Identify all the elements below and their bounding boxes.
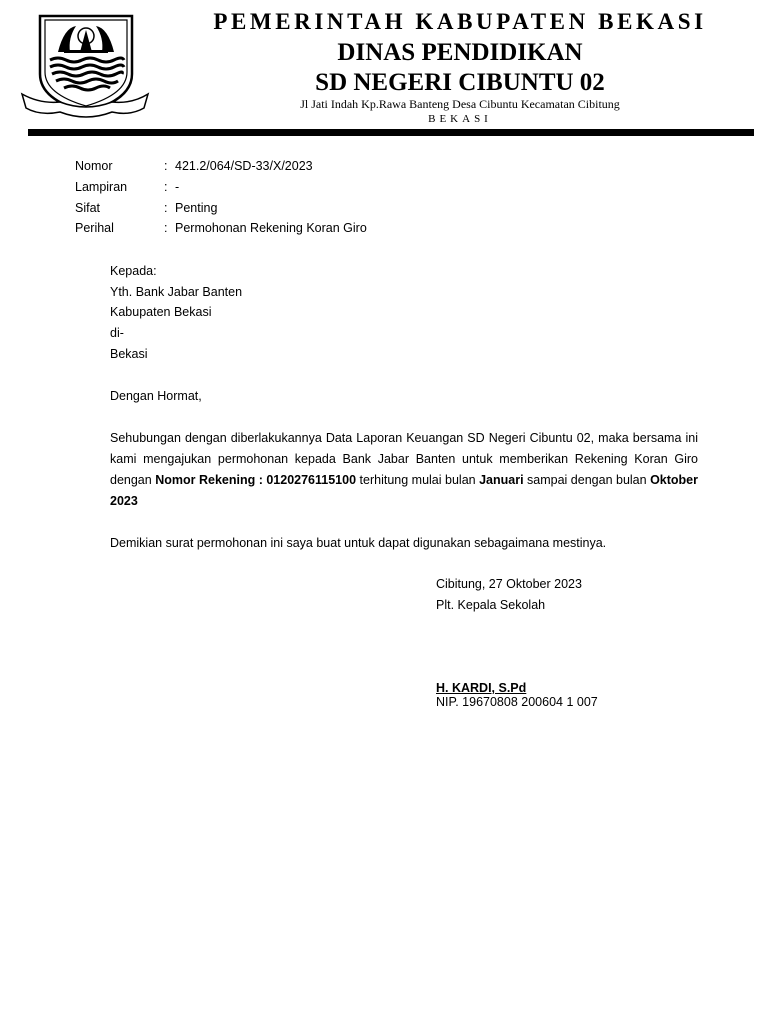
- letterhead-government: PEMERINTAH KABUPATEN BEKASI: [213, 9, 707, 34]
- meta-colon: :: [164, 221, 168, 235]
- meta-colon: :: [164, 201, 168, 215]
- recipient-line: Kabupaten Bekasi: [110, 305, 212, 319]
- closing-paragraph: Demikian surat permohonan ini saya buat untuk dapat digunakan sebagaimana mestinya.: [110, 536, 607, 550]
- meta-value-nomor: 421.2/064/SD-33/X/2023: [175, 159, 313, 173]
- meta-label-lampiran: Lampiran: [75, 180, 128, 194]
- meta-label-perihal: Perihal: [75, 221, 114, 235]
- place-date: Cibitung, 27 Oktober 2023: [436, 577, 582, 591]
- meta-colon: :: [164, 180, 168, 194]
- meta-value-lampiran: -: [175, 180, 180, 194]
- letterhead-divider: [28, 129, 754, 136]
- meta-label-sifat: Sifat: [75, 201, 101, 215]
- start-month: Januari: [479, 473, 524, 487]
- meta-colon: :: [164, 159, 168, 173]
- signer-nip: NIP. 19670808 200604 1 007: [436, 695, 598, 709]
- letterhead-address: Jl Jati Indah Kp.Rawa Banteng Desa Cibuntu Kecamatan Cibitung: [300, 97, 620, 111]
- letterhead-city: BEKASI: [428, 113, 492, 125]
- letterhead-department: DINAS PENDIDIKAN: [337, 39, 583, 66]
- recipient-intro: Kepada:: [110, 264, 157, 278]
- recipient-line: Yth. Bank Jabar Banten: [110, 285, 243, 299]
- signer-name: H. KARDI, S.Pd: [436, 681, 527, 695]
- letterhead-school: SD NEGERI CIBUNTU 02: [315, 69, 605, 96]
- account-number: Nomor Rekening : 0120276115100: [155, 473, 357, 487]
- meta-value-sifat: Penting: [175, 201, 218, 215]
- recipient-line: Bekasi: [110, 347, 148, 361]
- meta-label-nomor: Nomor: [75, 159, 113, 173]
- end-month: Oktober 2023: [110, 473, 699, 508]
- kabupaten-bekasi-emblem-logo: [20, 12, 150, 124]
- signer-position: Plt. Kepala Sekolah: [436, 598, 546, 612]
- greeting: Dengan Hormat,: [110, 389, 202, 403]
- meta-value-perihal: Permohonan Rekening Koran Giro: [175, 221, 367, 235]
- recipient-line: di-: [110, 326, 124, 340]
- body-paragraph: Sehubungan dengan diberlakukannya Data Laporan Keuangan SD Negeri Cibuntu 02, maka bersama ini kami mengajukan permohonan kepada Bank Jabar Banten untuk memberikan Rekening Koran Giro dengan Nomor Rekening : 0120276115100 terhitung mulai bulan Januari sampai dengan bulan Oktober 2023: [110, 431, 699, 508]
